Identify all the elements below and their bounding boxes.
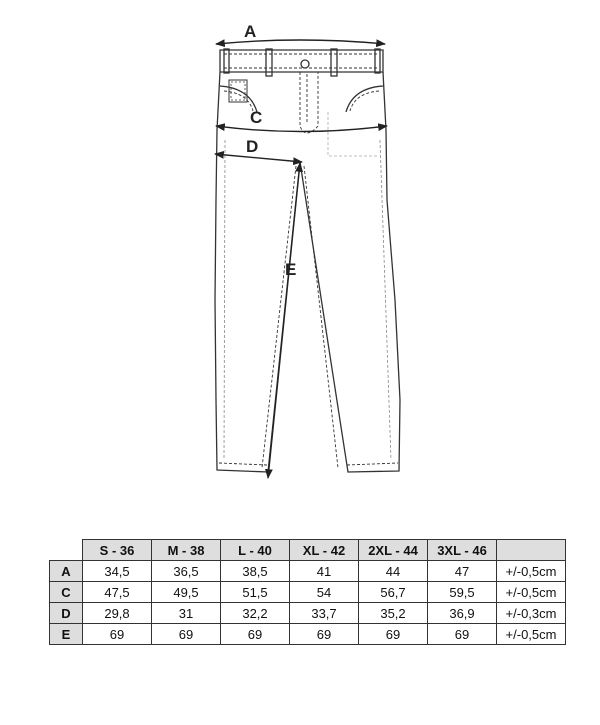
table-cell: 32,2: [221, 603, 290, 624]
table-row: [50, 582, 566, 603]
right-front-pocket: [346, 86, 383, 112]
table-cell: 56,7: [359, 582, 428, 603]
table-cell: 69: [359, 624, 428, 645]
tolerance-cell: +/-0,5cm: [497, 582, 566, 603]
size-header: 2XL - 44: [359, 540, 428, 561]
row-label: C: [50, 582, 83, 603]
table-cell: 41: [290, 561, 359, 582]
coin-pocket: [229, 80, 247, 102]
belt-loop: [375, 49, 380, 73]
table-cell: 69: [290, 624, 359, 645]
button: [301, 60, 309, 68]
label-d: D: [246, 137, 259, 156]
size-header-row: [50, 540, 566, 561]
tolerance-header: [497, 540, 566, 561]
label-e: E: [285, 260, 297, 279]
size-header: M - 38: [152, 540, 221, 561]
table-cell: 69: [428, 624, 497, 645]
table-cell: 29,8: [83, 603, 152, 624]
table-cell: 34,5: [83, 561, 152, 582]
table-cell: 44: [359, 561, 428, 582]
table-cell: 54: [290, 582, 359, 603]
size-table: [49, 539, 566, 645]
table-cell: 69: [83, 624, 152, 645]
belt-loop: [224, 49, 229, 73]
size-header: XL - 42: [290, 540, 359, 561]
table-cell: 49,5: [152, 582, 221, 603]
table-row: [50, 561, 566, 582]
fly-stitching: [300, 72, 318, 133]
table-cell: 36,9: [428, 603, 497, 624]
table-cell: 69: [221, 624, 290, 645]
table-cell: 69: [152, 624, 221, 645]
size-header: S - 36: [83, 540, 152, 561]
table-cell: 31: [152, 603, 221, 624]
row-label: D: [50, 603, 83, 624]
table-cell: 51,5: [221, 582, 290, 603]
row-label: E: [50, 624, 83, 645]
arrow-e: [268, 163, 300, 478]
size-header: 3XL - 46: [428, 540, 497, 561]
table-cell: 59,5: [428, 582, 497, 603]
arrow-a: [216, 40, 385, 44]
row-label: A: [50, 561, 83, 582]
size-header: L - 40: [221, 540, 290, 561]
arrow-d: [215, 154, 302, 162]
table-cell: 36,5: [152, 561, 221, 582]
tolerance-cell: +/-0,3cm: [497, 603, 566, 624]
tolerance-cell: +/-0,5cm: [497, 624, 566, 645]
table-cell: 35,2: [359, 603, 428, 624]
table-cell: 38,5: [221, 561, 290, 582]
table-cell: 33,7: [290, 603, 359, 624]
table-cell: 47: [428, 561, 497, 582]
corner-cell: [50, 540, 83, 561]
label-a: A: [244, 22, 257, 41]
table-row: [50, 624, 566, 645]
table-cell: 47,5: [83, 582, 152, 603]
label-c: C: [250, 108, 263, 127]
tolerance-cell: +/-0,5cm: [497, 561, 566, 582]
table-row: [50, 603, 566, 624]
